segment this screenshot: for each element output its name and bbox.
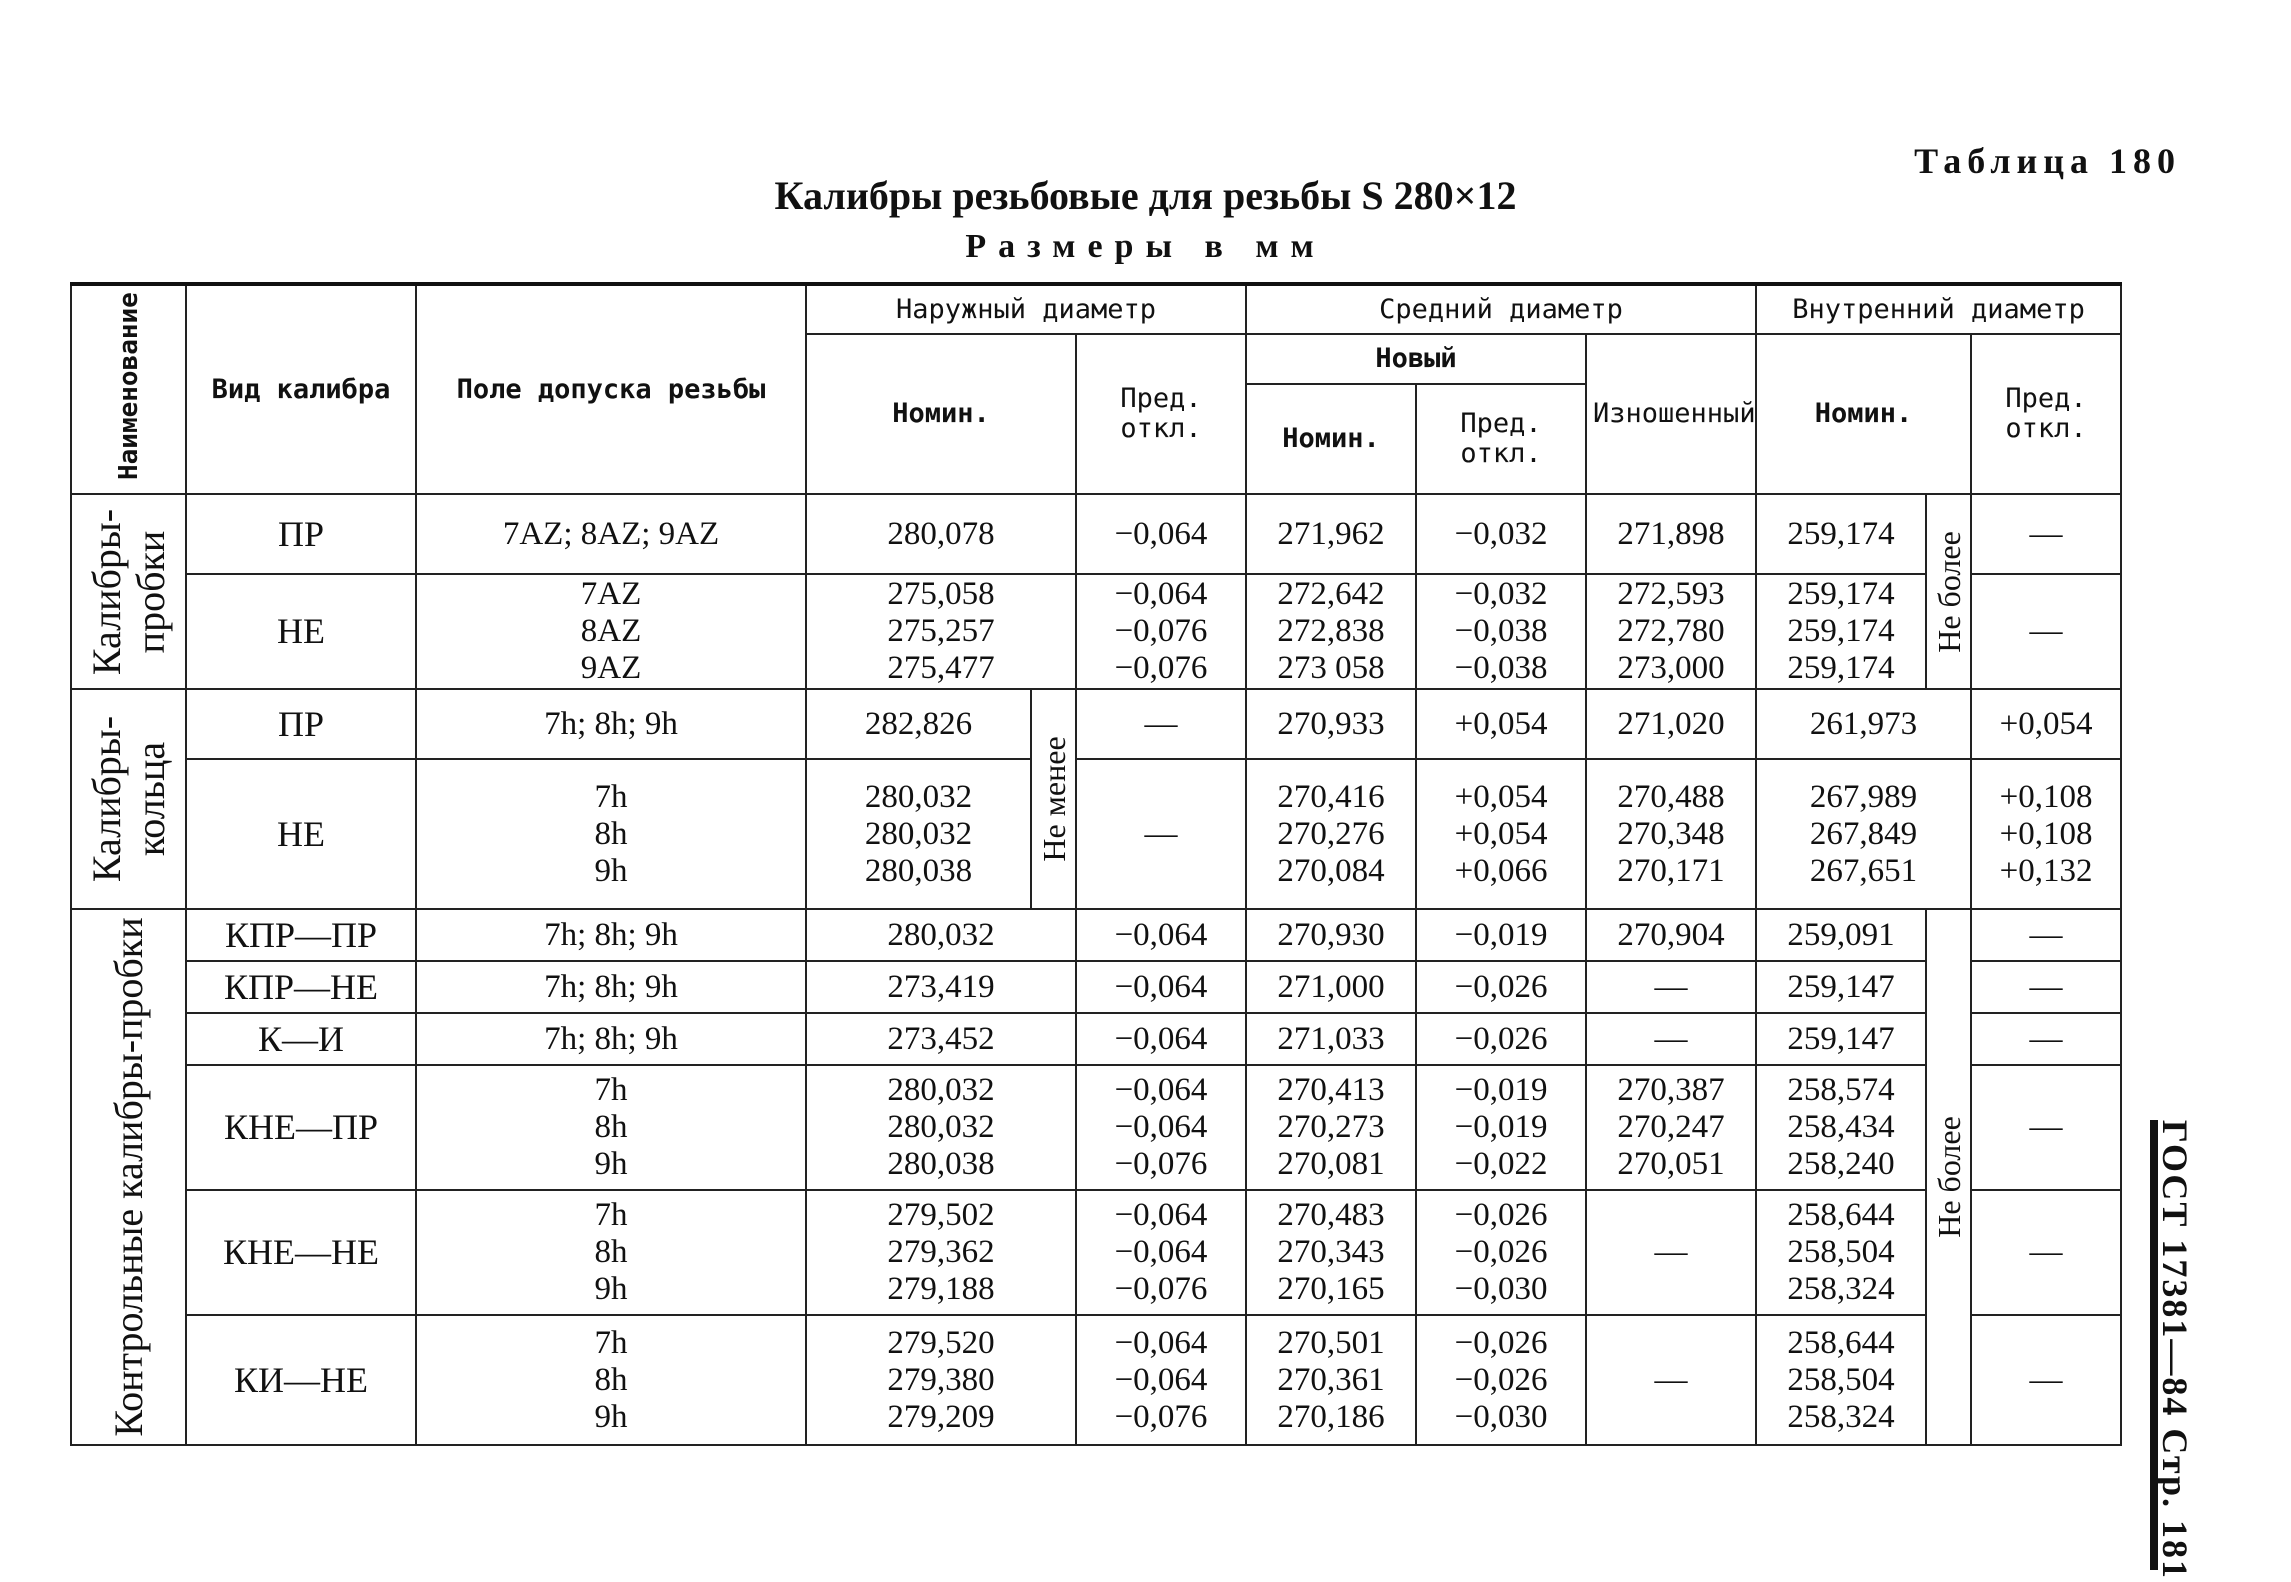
worn-cell: 272,593 272,780 273,000 [1586,574,1756,689]
worn-cell: — [1586,1013,1756,1065]
outer-deviation-cell: −0,064 −0,064 −0,076 [1076,1315,1246,1445]
middle-nominal-cell: 271,000 [1246,961,1416,1013]
note-not-more-control: Не более [1926,909,1971,1445]
kind-cell: КНЕ—НЕ [186,1190,416,1315]
middle-nominal-cell: 271,033 [1246,1013,1416,1065]
table-number: Таблица 180 [1914,141,2181,181]
note-not-more-plugs: Не более [1926,494,1971,689]
outer-nominal-cell: 280,032 280,032 280,038 [806,1065,1076,1190]
middle-nominal-cell: 272,642 272,838 273 058 [1246,574,1416,689]
inner-nominal-cell: 261,973 [1756,689,1971,759]
header-name: Наименование [71,284,186,494]
middle-deviation-cell: −0,026 [1416,961,1586,1013]
field-cell: 7h; 8h; 9h [416,961,806,1013]
header-new: Новый [1246,334,1586,384]
outer-nominal-cell: 273,452 [806,1013,1076,1065]
worn-cell: 270,488 270,348 270,171 [1586,759,1756,909]
middle-deviation-cell: −0,026 [1416,1013,1586,1065]
header-kind: Вид калибра [186,284,416,494]
group-plugs: Калибры-пробки [71,494,186,689]
middle-deviation-cell: +0,054 +0,054 +0,066 [1416,759,1586,909]
header-middle-deviation: Пред. откл. [1416,384,1586,494]
header-field: Поле допуска резьбы [416,284,806,494]
inner-deviation-cell: — [1971,574,2121,689]
middle-nominal-cell: 270,413 270,273 270,081 [1246,1065,1416,1190]
kind-cell: НЕ [186,759,416,909]
worn-cell: 270,387 270,247 270,051 [1586,1065,1756,1190]
header-inner-deviation: Пред. откл. [1971,334,2121,494]
middle-deviation-cell: −0,032 [1416,494,1586,574]
inner-deviation-cell: — [1971,1315,2121,1445]
inner-deviation-cell: — [1971,1065,2121,1190]
outer-nominal-cell: 280,032 [806,909,1076,961]
side-gost-label: ГОСТ 17381—84 Стр. 181 [2155,1119,2195,1581]
note-not-less-rings: Не менее [1031,689,1076,909]
inner-nominal-cell: 259,091 [1756,909,1926,961]
header-inner-nominal: Номин. [1756,334,1971,494]
inner-deviation-cell: — [1971,909,2121,961]
worn-cell: — [1586,961,1756,1013]
units-subtitle: Размеры в мм [965,228,1326,265]
kind-cell: КИ—НЕ [186,1315,416,1445]
kind-cell: ПР [186,689,416,759]
inner-nominal-cell: 259,174 259,174 259,174 [1756,574,1926,689]
inner-nominal-cell: 267,989 267,849 267,651 [1756,759,1971,909]
middle-deviation-cell: −0,032 −0,038 −0,038 [1416,574,1586,689]
worn-cell: 271,898 [1586,494,1756,574]
middle-deviation-cell: −0,019 −0,019 −0,022 [1416,1065,1586,1190]
outer-deviation-cell: −0,064 [1076,494,1246,574]
middle-nominal-cell: 270,933 [1246,689,1416,759]
field-cell: 7h; 8h; 9h [416,1013,806,1065]
group-control-plugs: Контрольные калибры-пробки [71,909,186,1445]
outer-deviation-cell: −0,064 −0,064 −0,076 [1076,1190,1246,1315]
header-middle-nominal: Номин. [1246,384,1416,494]
kind-cell: НЕ [186,574,416,689]
middle-nominal-cell: 271,962 [1246,494,1416,574]
kind-cell: КПР—НЕ [186,961,416,1013]
group-rings: Калибры-кольца [71,689,186,909]
inner-nominal-cell: 259,147 [1756,1013,1926,1065]
middle-deviation-cell: −0,026 −0,026 −0,030 [1416,1315,1586,1445]
inner-deviation-cell: +0,054 [1971,689,2121,759]
worn-cell: 270,904 [1586,909,1756,961]
header-inner-diameter: Внутренний диаметр [1756,284,2121,334]
header-outer-nominal: Номин. [806,334,1076,494]
outer-deviation-cell: — [1076,759,1246,909]
inner-deviation-cell: — [1971,961,2121,1013]
inner-nominal-cell: 258,644 258,504 258,324 [1756,1190,1926,1315]
inner-nominal-cell: 259,147 [1756,961,1926,1013]
field-cell: 7h 8h 9h [416,1315,806,1445]
outer-nominal-cell: 282,826 [806,689,1031,759]
kind-cell: КПР—ПР [186,909,416,961]
field-cell: 7h; 8h; 9h [416,909,806,961]
inner-deviation-cell: — [1971,494,2121,574]
header-outer-diameter: Наружный диаметр [806,284,1246,334]
inner-deviation-cell: +0,108 +0,108 +0,132 [1971,759,2121,909]
outer-nominal-cell: 273,419 [806,961,1076,1013]
outer-nominal-cell: 280,078 [806,494,1076,574]
inner-nominal-cell: 258,574 258,434 258,240 [1756,1065,1926,1190]
field-cell: 7h 8h 9h [416,1190,806,1315]
outer-nominal-cell: 279,502 279,362 279,188 [806,1190,1076,1315]
table-title: Калибры резьбовые для резьбы S 280×12 [774,173,1517,218]
outer-deviation-cell: −0,064 [1076,1013,1246,1065]
middle-nominal-cell: 270,416 270,276 270,084 [1246,759,1416,909]
middle-nominal-cell: 270,930 [1246,909,1416,961]
kind-cell: КНЕ—ПР [186,1065,416,1190]
middle-deviation-cell: −0,019 [1416,909,1586,961]
header-worn: Изношенный [1586,334,1756,494]
middle-nominal-cell: 270,483 270,343 270,165 [1246,1190,1416,1315]
field-cell: 7AZ 8AZ 9AZ [416,574,806,689]
middle-deviation-cell: −0,026 −0,026 −0,030 [1416,1190,1586,1315]
outer-deviation-cell: −0,064 −0,076 −0,076 [1076,574,1246,689]
outer-deviation-cell: −0,064 [1076,909,1246,961]
worn-cell: — [1586,1190,1756,1315]
field-cell: 7h 8h 9h [416,759,806,909]
kind-cell: К—И [186,1013,416,1065]
kind-cell: ПР [186,494,416,574]
outer-nominal-cell: 279,520 279,380 279,209 [806,1315,1076,1445]
outer-nominal-cell: 275,058 275,257 275,477 [806,574,1076,689]
field-cell: 7h; 8h; 9h [416,689,806,759]
outer-nominal-cell: 280,032 280,032 280,038 [806,759,1031,909]
thread-gauges-table [70,282,2122,1446]
outer-deviation-cell: −0,064 [1076,961,1246,1013]
middle-nominal-cell: 270,501 270,361 270,186 [1246,1315,1416,1445]
worn-cell: 271,020 [1586,689,1756,759]
field-cell: 7h 8h 9h [416,1065,806,1190]
outer-deviation-cell: −0,064 −0,064 −0,076 [1076,1065,1246,1190]
outer-deviation-cell: — [1076,689,1246,759]
inner-nominal-cell: 258,644 258,504 258,324 [1756,1315,1926,1445]
inner-deviation-cell: — [1971,1190,2121,1315]
field-cell: 7AZ; 8AZ; 9AZ [416,494,806,574]
worn-cell: — [1586,1315,1756,1445]
inner-deviation-cell: — [1971,1013,2121,1065]
middle-deviation-cell: +0,054 [1416,689,1586,759]
header-outer-deviation: Пред. откл. [1076,334,1246,494]
inner-nominal-cell: 259,174 [1756,494,1926,574]
header-middle-diameter: Средний диаметр [1246,284,1756,334]
